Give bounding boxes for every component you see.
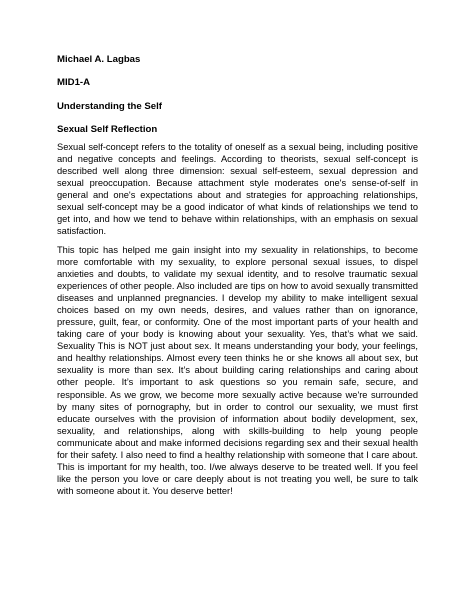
paragraph-definition: Sexual self-concept refers to the totality of oneself as a sexual being, including positive and negative concepts and feelings. According to theorists, sexual self-concept is described well along three dimension: sexual self-esteem, sexual depression and sexual preoccupation. Because attachment style moderates one's sense-of-self in general and one's expectations about and strategies for approaching relationships, sexual self-concept may be a good indicator of what kinds of relationships we tend to get into, and how we tend to behave within relationships, with an emphasis on sexual satisfaction. bbox=[57, 142, 418, 237]
paragraph-reflection: This topic has helped me gain insight into my sexuality in relationships, to become more comfortable with my sexuality, to explore personal sexual issues, to dispel anxieties and doubts, to validate my sexual identity, and to resolve traumatic sexual experiences of other people. Also included are tips on how to avoid sexually transmitted diseases and unplanned pregnancies. I develop my ability to make intelligent sexual choices based on my own needs, desires, and values rather than on ignorance, pressure, guilt, fear, or conformity. One of the most important parts of your health and taking care of your body is knowing about your sexuality. Yes, that’s what we said. Sexuality This is NOT just about sex. It means understanding your body, your feelings, and healthy relationships. Almost every teen thinks he or she knows all about sex, but sexuality is more than sex. It’s about building caring relationships and caring about other people. It’s important to ask questions so you remain safe, secure, and responsible. As we grow, we become more sexually active because we're surrounded by many sites of pornography, but in order to control our sexuality, we must first educate ourselves with the provision of information about bodily development, sex, sexuality, and relationships, along with skills-building to help young people communicate about and make informed decisions regarding sex and their sexual health for their safety. I also need to find a healthy relationship with someone that I care about. This is important for my health, too. I/we always deserve to be treated well. If you feel like the person you love or care deeply about is not treating you well, be sure to talk with someone about it. You deserve better! bbox=[57, 244, 418, 496]
document-body bbox=[57, 141, 418, 497]
class-section: MID1-A bbox=[57, 77, 91, 89]
document-title: Sexual Self Reflection bbox=[57, 124, 158, 136]
author-name: Michael A. Lagbas bbox=[57, 54, 141, 65]
document-header bbox=[57, 54, 417, 148]
course-name: Understanding the Self bbox=[57, 100, 163, 112]
